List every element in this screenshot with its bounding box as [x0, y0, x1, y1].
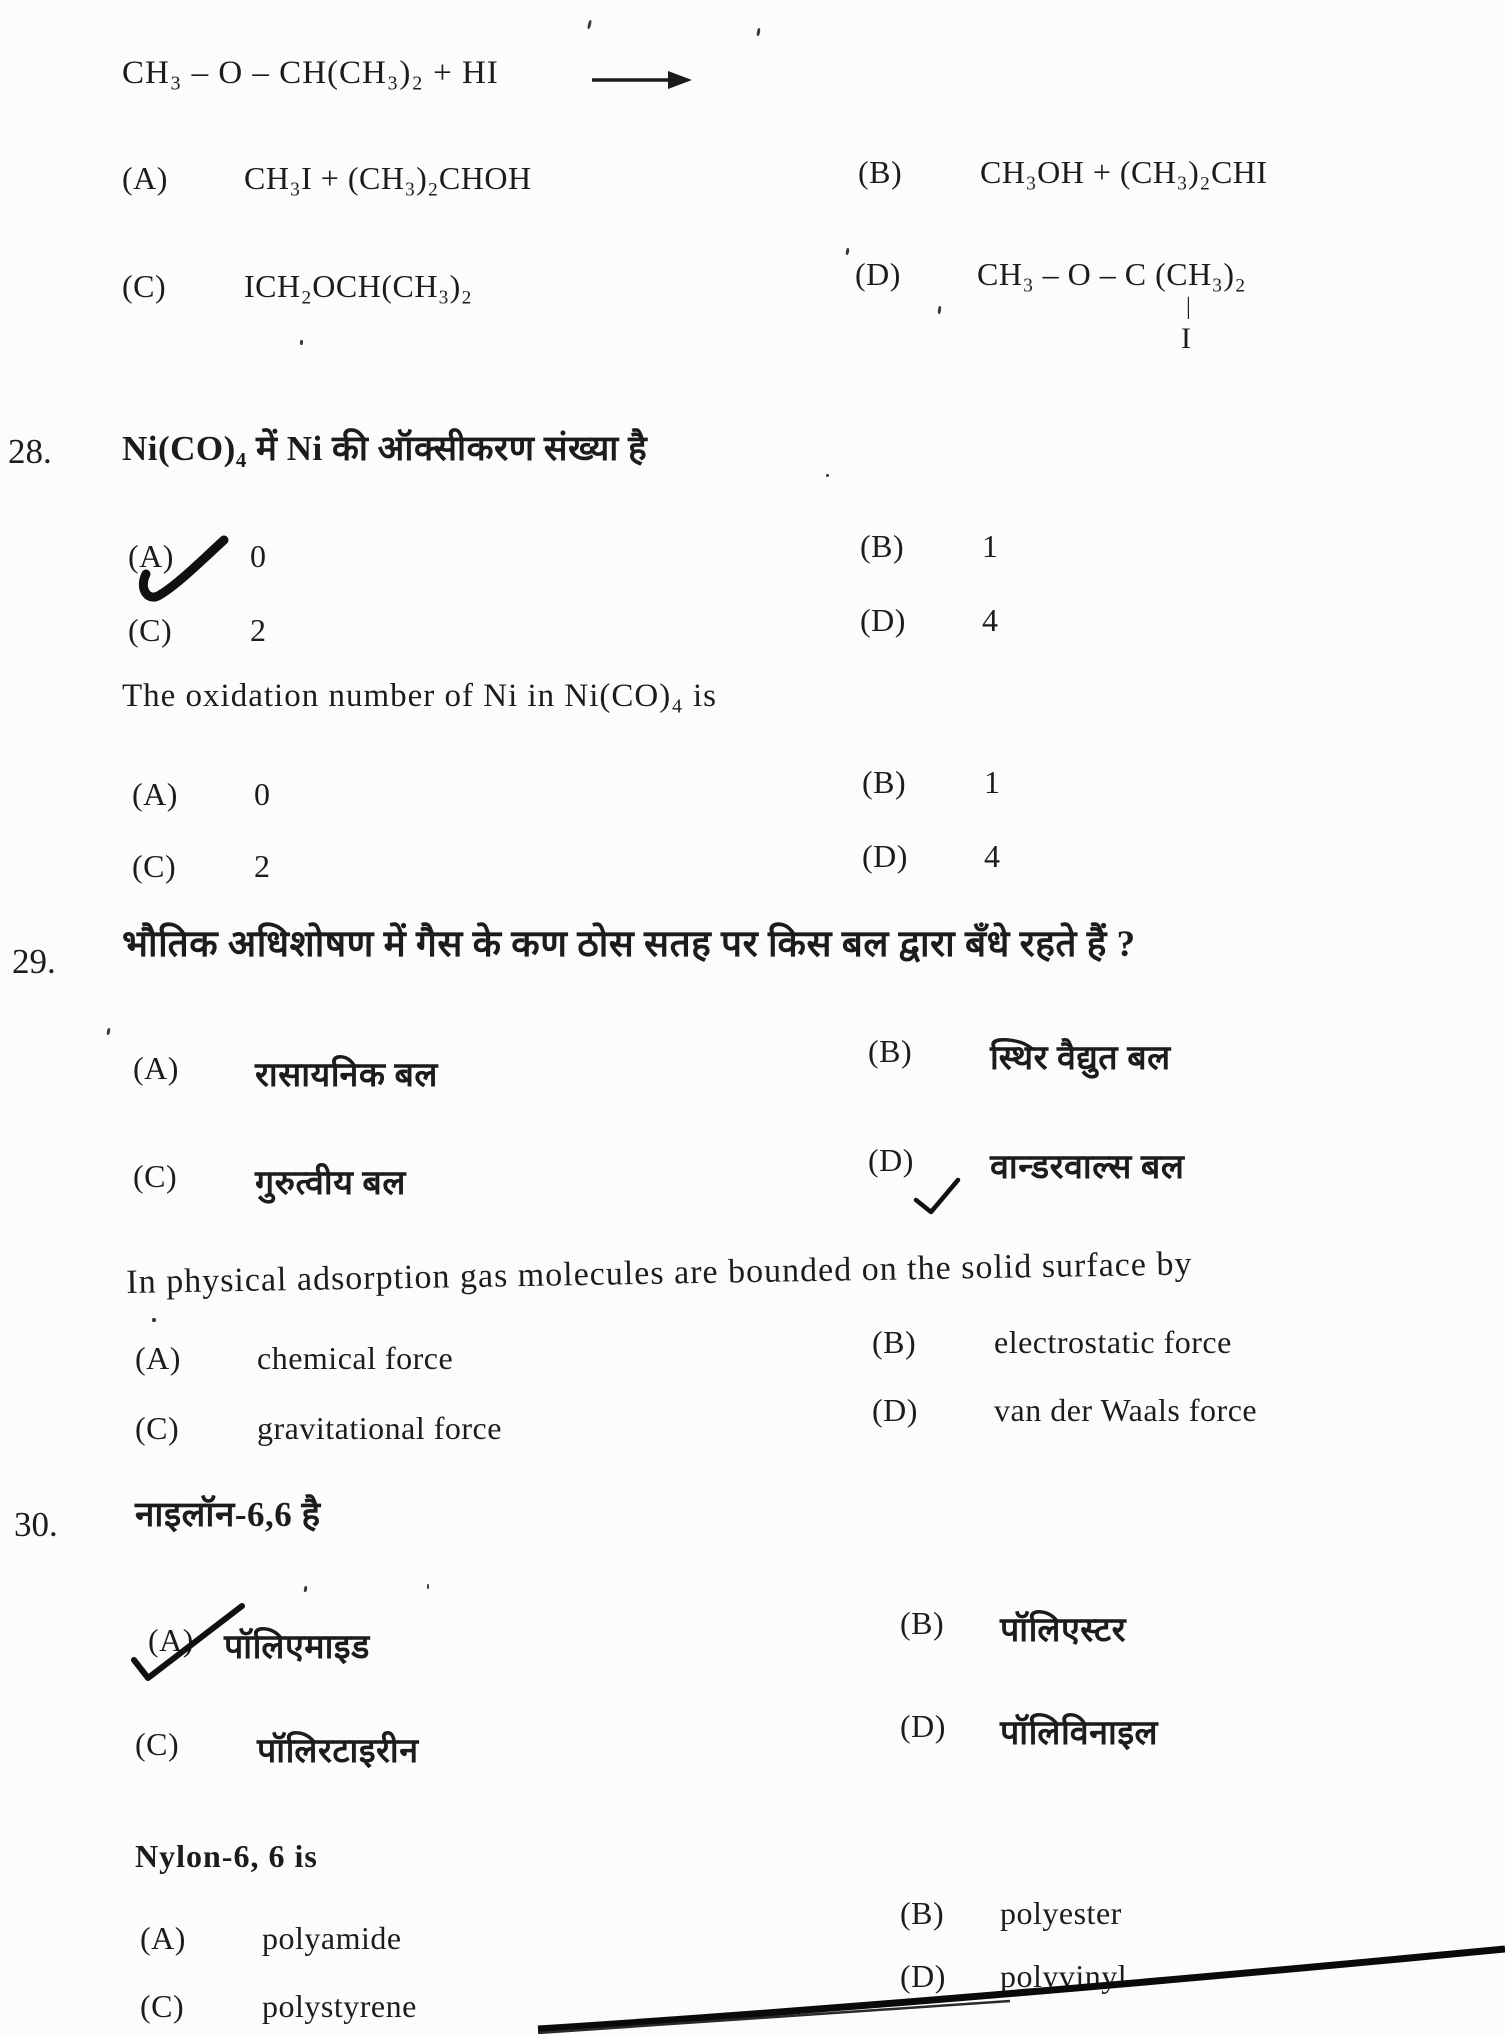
option-label: (C) [140, 1988, 185, 2024]
q30-option-b-hindi [900, 1605, 1126, 1651]
q30-option-a-english [140, 1920, 402, 1957]
option-text: 1 [984, 764, 1001, 800]
option-label: (A) [133, 1050, 179, 1086]
scan-speck [587, 20, 592, 29]
option-formula: ICH₂OCH(CH₃)₂ [244, 268, 473, 304]
option-label: (A) [135, 1340, 181, 1376]
q29-option-b-hindi [868, 1033, 1171, 1079]
option-text: polystyrene [262, 1988, 417, 2024]
q28-option-d-hindi [860, 602, 999, 639]
scan-speck [427, 1584, 429, 1589]
option-label: (A) [128, 538, 174, 574]
option-text: gravitational force [257, 1410, 502, 1446]
scan-speck [152, 1318, 156, 1322]
scan-speck [937, 306, 941, 314]
option-label: (C) [135, 1410, 180, 1446]
option-label: (A) [140, 1920, 186, 1956]
option-text: electrostatic force [994, 1324, 1232, 1360]
option-text: 1 [982, 528, 999, 564]
option-text: chemical force [257, 1340, 454, 1376]
page-bottom-rule-thin [538, 2001, 1010, 2033]
option-text: पॉलिरटाइरीन [257, 1733, 419, 1770]
option-formula: CH₃I + (CH₃)₂CHOH [244, 160, 532, 196]
option-text: 0 [250, 538, 267, 574]
q27-option-d-substituent: I [1181, 322, 1191, 355]
option-label: (A) [148, 1622, 194, 1658]
option-text: van der Waals force [994, 1392, 1258, 1428]
option-formula: CH₃OH + (CH₃)₂CHI [980, 154, 1268, 190]
option-text: पॉलिएस्टर [1000, 1612, 1127, 1649]
option-text: polyvinyl [1000, 1958, 1128, 1994]
option-label: (B) [860, 528, 905, 564]
q29-option-a-hindi [133, 1050, 438, 1096]
q29-option-a-english [135, 1340, 453, 1377]
q27-option-b [858, 154, 1268, 191]
option-label: (C) [128, 612, 173, 648]
option-label: (D) [860, 602, 906, 638]
option-label: (B) [900, 1605, 945, 1641]
scan-speck [304, 1586, 308, 1592]
scan-speck [845, 248, 849, 255]
q28-question-english: The oxidation number of Ni in Ni(CO)₄ is [122, 678, 718, 714]
q28-option-a-hindi [128, 538, 267, 575]
q29-option-c-hindi [133, 1158, 406, 1204]
option-text: 4 [984, 838, 1001, 874]
q28-option-d-english [862, 838, 1001, 875]
option-text: 2 [250, 612, 267, 648]
q27-option-a [122, 160, 532, 197]
option-label: (B) [858, 154, 903, 190]
q29-option-d-english [872, 1392, 1257, 1429]
option-text: polyamide [262, 1920, 402, 1956]
q30-option-c-hindi [135, 1726, 419, 1772]
option-label: (D) [872, 1392, 918, 1428]
option-text: पॉलिविनाइल [1000, 1715, 1159, 1752]
option-label: (B) [872, 1324, 917, 1360]
option-label: (B) [900, 1895, 945, 1931]
option-text: polyester [1000, 1895, 1122, 1931]
option-text: 4 [982, 602, 999, 638]
q28-number: 28. [8, 432, 52, 471]
option-label: (D) [862, 838, 908, 874]
option-label: (B) [868, 1033, 913, 1069]
q30-option-c-english [140, 1988, 417, 2025]
q28-option-c-hindi [128, 612, 267, 649]
q28-option-a-english [132, 776, 271, 813]
q27-option-d-bond: | [1186, 294, 1191, 320]
q30-number: 30. [14, 1505, 58, 1544]
option-text: पॉलिएमाइड [224, 1629, 370, 1666]
q29-question-hindi: भौतिक अधिशोषण में गैस के कण ठोस सतह पर किस बल द्वारा बँधे रहते हैं ? [122, 924, 1136, 965]
option-text: वान्डरवाल्स बल [990, 1149, 1185, 1186]
scan-speck [826, 474, 829, 477]
q29-option-d-hindi [868, 1142, 1184, 1188]
q29-option-c-english [135, 1410, 502, 1447]
option-label: (B) [862, 764, 907, 800]
option-text: 2 [254, 848, 271, 884]
option-text: स्थिर वैद्युत बल [990, 1040, 1171, 1077]
q29-option-b-english [872, 1324, 1232, 1361]
q28-option-b-english [862, 764, 1001, 801]
q27-option-c [122, 268, 472, 305]
q28-option-b-hindi [860, 528, 999, 565]
option-label: (A) [132, 776, 178, 812]
q30-question-hindi: नाइलॉन-6,6 है [135, 1495, 321, 1534]
reaction-arrow-icon [592, 71, 692, 89]
option-label: (D) [855, 256, 901, 292]
option-label: (D) [900, 1708, 946, 1744]
scan-speck [106, 1028, 110, 1035]
q30-option-d-hindi [900, 1708, 1158, 1754]
option-text: गुरुत्वीय बल [255, 1165, 406, 1202]
option-label: (C) [122, 268, 167, 304]
option-formula: CH₃ – O – C (CH₃)₂ [977, 256, 1247, 292]
scan-speck [756, 28, 760, 36]
q30-question-english: Nylon-6, 6 is [135, 1838, 318, 1874]
q30-option-d-english [900, 1958, 1127, 1995]
option-text: 0 [254, 776, 271, 812]
option-label: (C) [133, 1158, 178, 1194]
option-label: (D) [868, 1142, 914, 1178]
q29-question-english: In physical adsorption gas molecules are bounded on the solid surface by [126, 1245, 1193, 1301]
q28-question-hindi: Ni(CO)₄ में Ni की ऑक्सीकरण संख्या है [122, 429, 648, 468]
scan-speck [300, 340, 303, 345]
option-label: (C) [132, 848, 177, 884]
option-label: (C) [135, 1726, 180, 1762]
q30-option-b-english [900, 1895, 1122, 1932]
q27-option-d [855, 256, 1246, 293]
option-label: (D) [900, 1958, 946, 1994]
q27-equation: CH₃ – O – CH(CH₃)₂ + HI [122, 55, 499, 91]
q29-number: 29. [12, 942, 56, 981]
option-label: (A) [122, 160, 168, 196]
q28-option-c-english [132, 848, 271, 885]
option-text: रासायनिक बल [255, 1057, 438, 1094]
q30-option-a-hindi [148, 1622, 370, 1668]
